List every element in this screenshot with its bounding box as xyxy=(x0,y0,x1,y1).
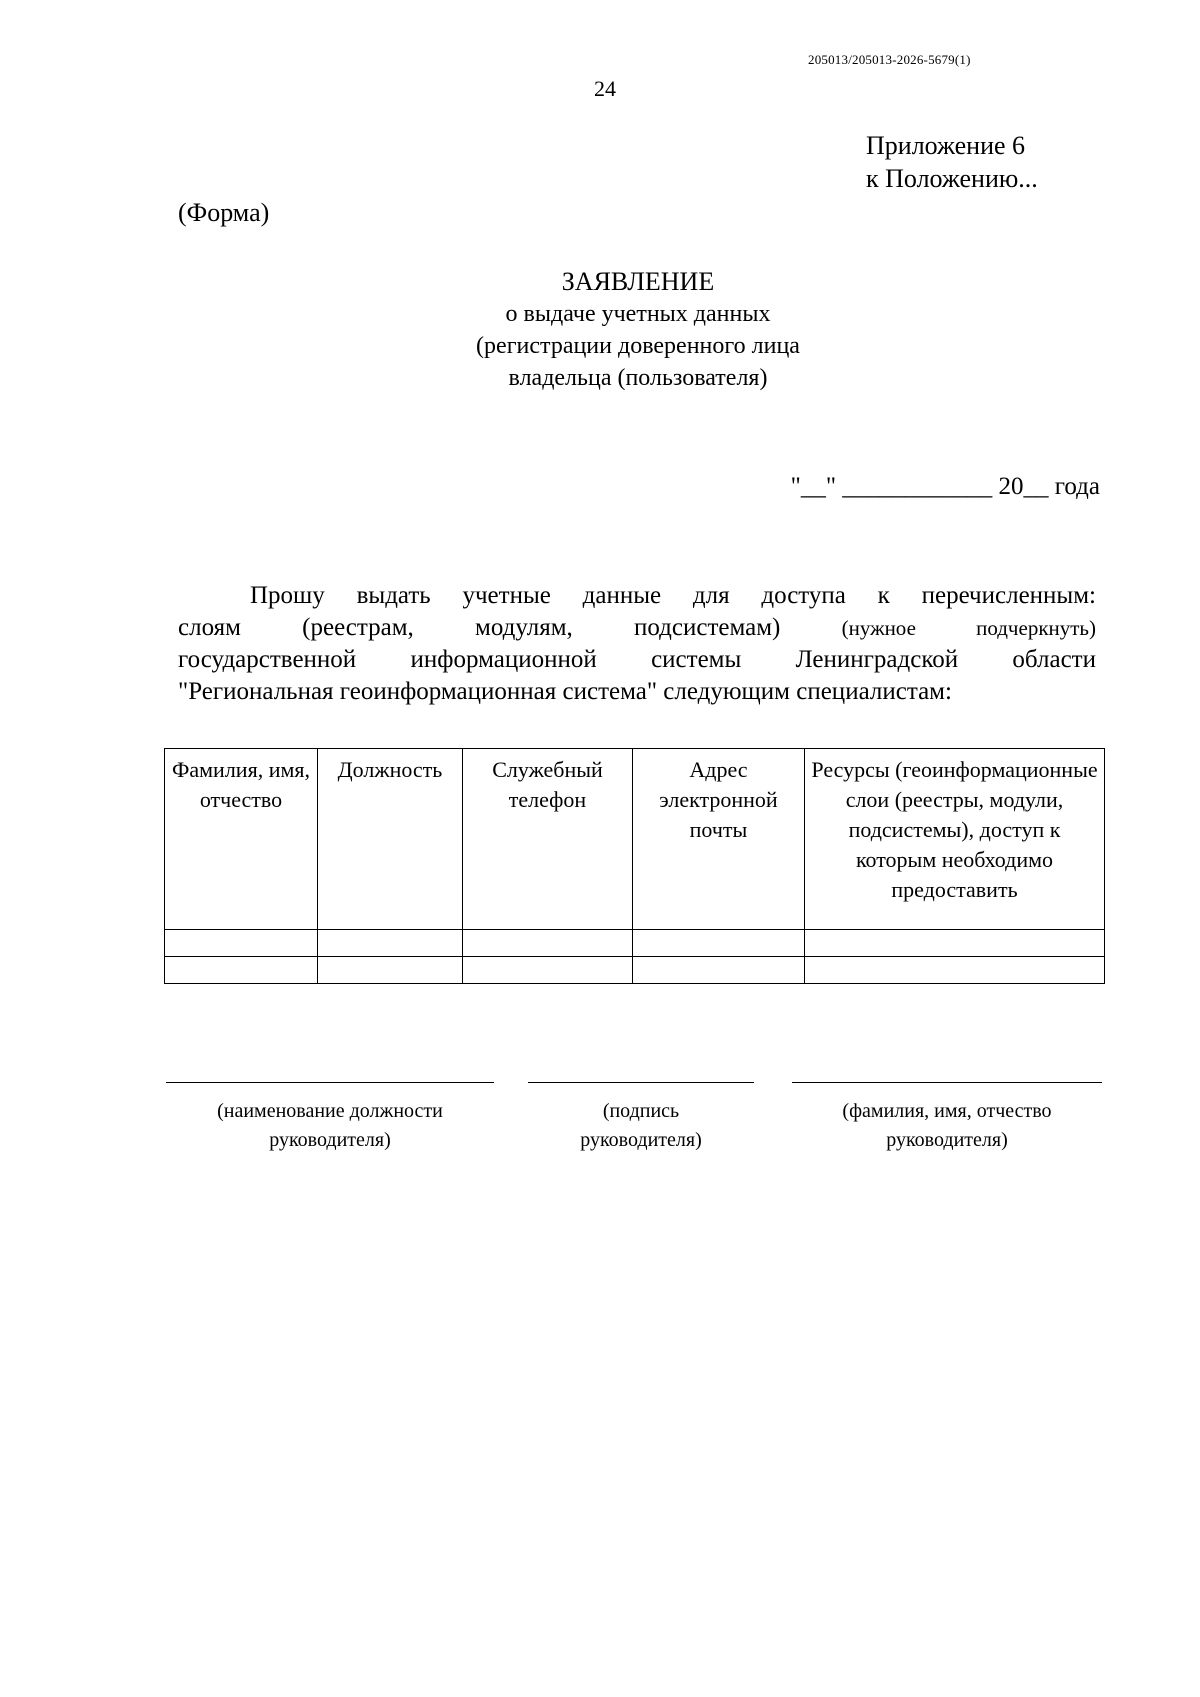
position-label: (наименование должности руководителя) xyxy=(217,1100,443,1151)
fullname-signature-line[interactable] xyxy=(792,1082,1102,1083)
column-header-email: Адрес электронной почты xyxy=(633,749,805,930)
date-line: "__" ____________ 20__ года xyxy=(790,473,1100,500)
appendix-line-1: Приложение 6 xyxy=(866,131,1026,160)
title-main: ЗАЯВЛЕНИЕ xyxy=(561,267,715,296)
table-cell[interactable] xyxy=(463,957,633,984)
table-cell[interactable] xyxy=(805,957,1105,984)
request-line-4: "Региональная геоинформационная система" следующим специалистам: xyxy=(178,678,952,705)
column-header-position: Должность xyxy=(318,749,463,930)
position-signature-line[interactable] xyxy=(166,1082,494,1083)
request-line-1: Прошу выдать учетные данные для доступа к перечисленным: xyxy=(250,582,1096,609)
appendix-reference xyxy=(866,129,1186,195)
signature-line[interactable] xyxy=(528,1082,754,1083)
signature-label: (подпись руководителя) xyxy=(580,1100,702,1151)
document-id: 205013/205013-2026-5679(1) xyxy=(808,52,971,67)
title-line-3: (регистрации доверенного лица xyxy=(476,333,800,359)
title-line-2: о выдаче учетных данных xyxy=(505,301,771,327)
form-label: (Форма) xyxy=(178,198,270,227)
table-row xyxy=(165,930,1105,957)
column-header-phone: Служебный телефон xyxy=(463,749,633,930)
table-cell[interactable] xyxy=(805,930,1105,957)
table-cell[interactable] xyxy=(318,930,463,957)
column-header-resources: Ресурсы (геоинформационные слои (реестры, модули, подсистемы), доступ к которым необходимо предоставить xyxy=(805,749,1105,930)
table-header-row xyxy=(165,749,1105,930)
table-cell[interactable] xyxy=(165,930,318,957)
appendix-line-2: к Положению... xyxy=(866,164,1038,193)
document-title xyxy=(300,266,976,394)
table-cell[interactable] xyxy=(165,957,318,984)
request-line-2-note: (нужное подчеркнуть) xyxy=(841,616,1097,640)
table-cell[interactable] xyxy=(633,957,805,984)
fullname-label: (фамилия, имя, отчество руководителя) xyxy=(842,1100,1052,1151)
request-paragraph xyxy=(178,580,1096,708)
title-line-4: владельца (пользователя) xyxy=(508,365,768,391)
specialists-table xyxy=(164,748,1105,984)
table-cell[interactable] xyxy=(633,930,805,957)
table-row xyxy=(165,957,1105,984)
page-number: 24 xyxy=(594,76,616,101)
table-cell[interactable] xyxy=(463,930,633,957)
request-line-3: государственной информационной системы Ленинградской области xyxy=(178,646,1096,673)
table-cell[interactable] xyxy=(318,957,463,984)
request-line-2 xyxy=(178,612,1096,644)
request-line-2-main: слоям (реестрам, модулям, подсистемам) xyxy=(178,614,781,641)
column-header-fullname: Фамилия, имя, отчество xyxy=(165,749,318,930)
